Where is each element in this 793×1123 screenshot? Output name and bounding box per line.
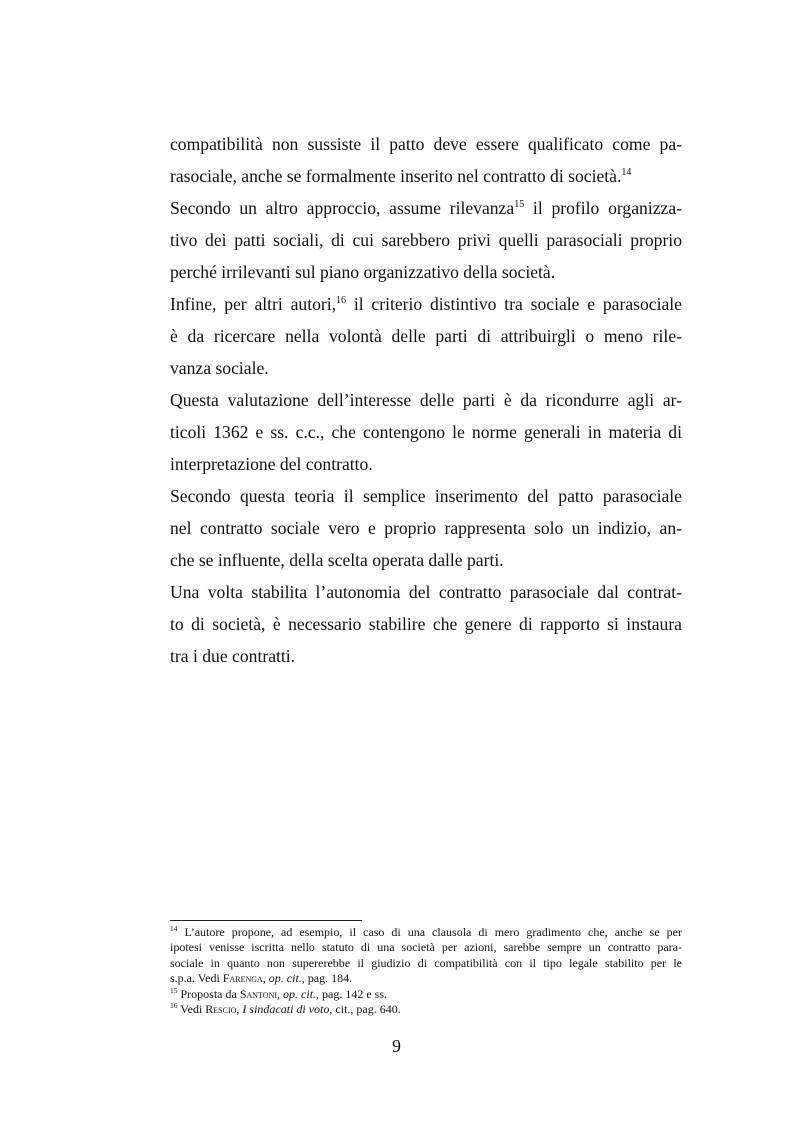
- footnote-16: $^{16}$ Vedi Rescio, I sindacati di voto, cit., pag. 640.: [170, 1000, 401, 1016]
- body-line: tivo dei patti sociali, di cui sarebbero privi quelli parasociali proprio: [170, 230, 682, 250]
- citation: op. cit.,: [283, 986, 320, 1001]
- footnote-ref-15[interactable]: 15: [514, 199, 525, 210]
- cited-author: Farenga: [222, 971, 263, 986]
- body-line: vanza sociale.: [170, 358, 269, 378]
- body-text: [170, 128, 682, 672]
- body-line: rasociale, anche se formalmente inserito nel contratto di società.$^{14}$: [170, 166, 632, 186]
- footnote-14-line: s.p.a. Vedi Farenga, op. cit., pag. 184.: [170, 971, 353, 986]
- cited-title: I sindacati di voto: [242, 1001, 330, 1016]
- body-line: che se influente, della scelta operata dalle parti.: [170, 550, 504, 570]
- footnote-marker: 16: [170, 1000, 178, 1010]
- cited-author: Rescio: [205, 1001, 237, 1016]
- body-line: nel contratto sociale vero e proprio rappresenta solo un indizio, an-: [170, 518, 682, 538]
- footnote-ref-14[interactable]: 14: [621, 167, 632, 178]
- body-line: tra i due contratti.: [170, 646, 296, 666]
- body-line: Secondo questa teoria il semplice inserimento del patto parasociale: [170, 486, 682, 506]
- body-line: ticoli 1362 e ss. c.c., che contengono le norme generali in materia di: [170, 422, 682, 442]
- body-line: è da ricercare nella volontà delle parti di attribuirgli o meno rile-: [170, 326, 682, 346]
- body-line: Secondo un altro approccio, assume rilevanza$^{15}$ il profilo organizza-: [170, 198, 683, 218]
- footnotes: [170, 925, 682, 1017]
- page-number: 9: [392, 1036, 401, 1056]
- body-line: perché irrilevanti sul piano organizzativo della società.: [170, 262, 556, 282]
- body-line: Infine, per altri autori,$^{16}$ il criterio distintivo tra sociale e parasociale: [170, 294, 682, 314]
- body-line: interpretazione del contratto.: [170, 454, 373, 474]
- body-line: Questa valutazione dell’interesse delle parti è da ricondurre agli ar-: [170, 390, 682, 410]
- footnote-14: $^{14}$ L’autore propone, ad esempio, il caso di una clausola di mero gradimento che, anche se per: [170, 924, 682, 939]
- footnote-marker: 15: [170, 985, 178, 995]
- cited-author: Santoni: [239, 986, 278, 1001]
- footnote-14-line: sociale in quanto non supererebbe il giudizio di compatibilità con il tipo legale stabilito per le: [170, 955, 682, 970]
- footnote-ref-16[interactable]: 16: [336, 295, 347, 306]
- footnote-14-line: ipotesi venisse iscritta nello statuto di una società per azioni, sarebbe sempre un contratto para-: [170, 940, 682, 955]
- body-line: compatibilità non sussiste il patto deve essere qualificato come pa-: [170, 134, 682, 154]
- footnote-marker: 14: [170, 924, 178, 933]
- body-line: Una volta stabilita l’autonomia del contratto parasociale dal contrat-: [170, 582, 682, 602]
- citation: op. cit.: [268, 971, 302, 986]
- footnote-divider: [170, 920, 362, 921]
- footnote-15: $^{15}$ Proposta da Santoni, op. cit., pag. 142 e ss.: [170, 985, 388, 1001]
- body-line: to di società, è necessario stabilire che genere di rapporto si instaura: [170, 614, 682, 634]
